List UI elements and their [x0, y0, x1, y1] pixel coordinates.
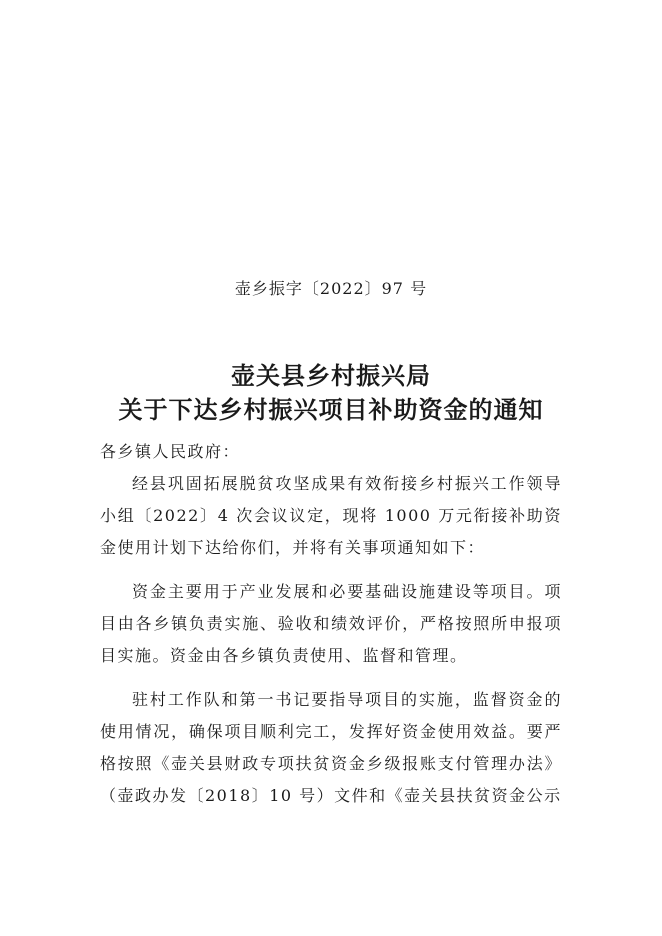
- paragraph-intro: 经县巩固拓展脱贫攻坚成果有效衔接乡村振兴工作领导小组〔2022〕4 次会议议定，现将 1000 万元衔接补助资金使用计划下达给你们，并将有关事项通知如下：: [100, 474, 562, 557]
- document-body: [100, 436, 562, 812]
- paragraph-supervision: 驻村工作队和第一书记要指导项目的实施，监督资金的使用情况，确保项目顺利完工，发挥好资金使用效益。要严格按照《壶关县财政专项扶贫资金乡级报账支付管理办法》（壶政办发〔2018〕10 号）文件和《壶关县扶贫资金公示: [100, 690, 562, 805]
- title-subject: 关于下达乡村振兴项目补助资金的通知: [118, 395, 544, 424]
- salutation: 各乡镇人民政府：: [100, 442, 241, 461]
- paragraph-fund-usage: 资金主要用于产业发展和必要基础设施建设等项目。项目由各乡镇负责实施、验收和绩效评价，严格按照所申报项目实施。资金由各乡镇负责使用、监督和管理。: [100, 582, 562, 665]
- title-issuer: 壶关县乡村振兴局: [231, 361, 431, 390]
- document-number: 壶乡振字〔2022〕97 号: [234, 279, 428, 298]
